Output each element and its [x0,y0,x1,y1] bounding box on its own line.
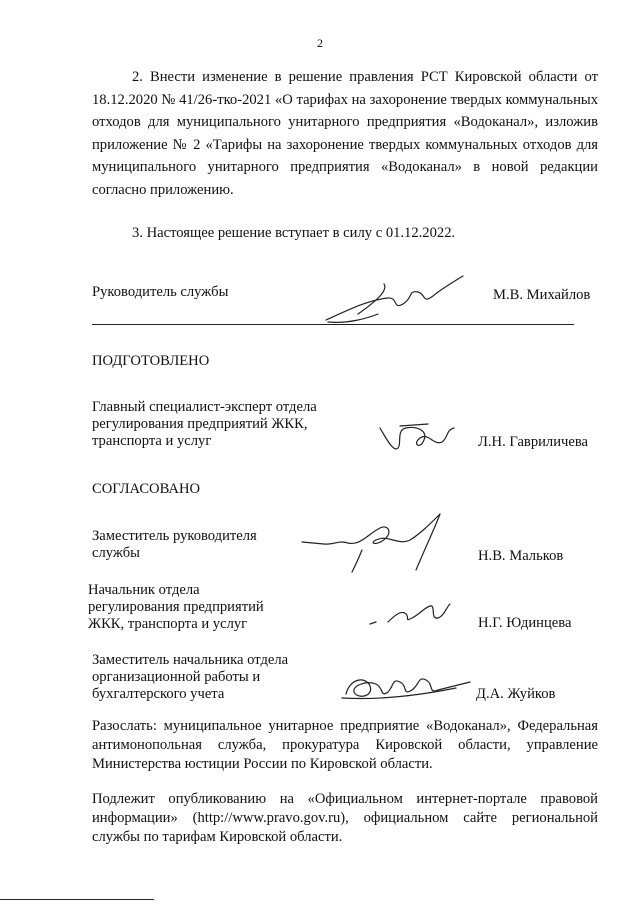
agreed-signer-1-signature [298,510,448,580]
paragraph-amendment-text: 2. Внести изменение в решение правления РСТ Кировской области от 18.12.2020 № 41/26-тко-2021 «О тарифах на захоронение твердых коммунальных отходов для муниципального унитарного предприятия «Водоканал», изложив приложение № 2 «Тарифы на захоронение твердых коммунальных отходов для муниципального унитарного предприятия «Водоканал» в новой редакции согласно приложению. [92,69,598,198]
agreed-signer-1-name: Н.В. Мальков [478,548,564,564]
distribution-list: Разослать: муниципальное унитарное предприятие «Водоканал», Федеральная антимонопольная служба, прокуратура Кировской области, управление Министерства юстиции России по Кировской области. [92,718,598,772]
prepared-heading: ПОДГОТОВЛЕНО [92,353,210,369]
agreed-signer-2-signature [366,600,456,630]
agreed-signer-2-position: Начальник отдела регулирования предприятий ЖКК, транспорта и услуг [88,582,264,632]
page-number: 2 [317,36,323,50]
paragraph-effective-date [92,222,598,245]
agreed-heading: СОГЛАСОВАНО [92,481,201,497]
publication-note: Подлежит опубликованию на «Официальном интернет-портале правовой информации» (http://www.pravo.gov.ru), официальном сайте региональной службы по тарифам Кировской области. [92,791,598,845]
prepared-position: Главный специалист-эксперт отдела регулирования предприятий ЖКК, транспорта и услуг [92,399,317,449]
head-name: М.В. Михайлов [493,287,591,303]
agreed-signer-3-signature [336,668,476,708]
agreed-signer-2-name: Н.Г. Юдинцева [478,615,572,631]
head-signature [318,270,468,330]
head-position: Руководитель службы [92,284,229,300]
signature-rule [92,324,574,325]
paragraph-effective-date-text: 3. Настоящее решение вступает в силу с 01.12.2022. [132,225,456,241]
paragraph-amendment [92,66,598,202]
agreed-signer-1-position: Заместитель руководителя службы [92,528,257,561]
agreed-signer-3-position: Заместитель начальника отдела организационной работы и бухгалтерского учета [92,652,289,702]
prepared-name: Л.Н. Гавриличева [478,434,589,450]
agreed-signer-3-name: Д.А. Жуйков [476,686,556,702]
footer-rule [0,899,154,900]
prepared-signature [376,418,466,458]
